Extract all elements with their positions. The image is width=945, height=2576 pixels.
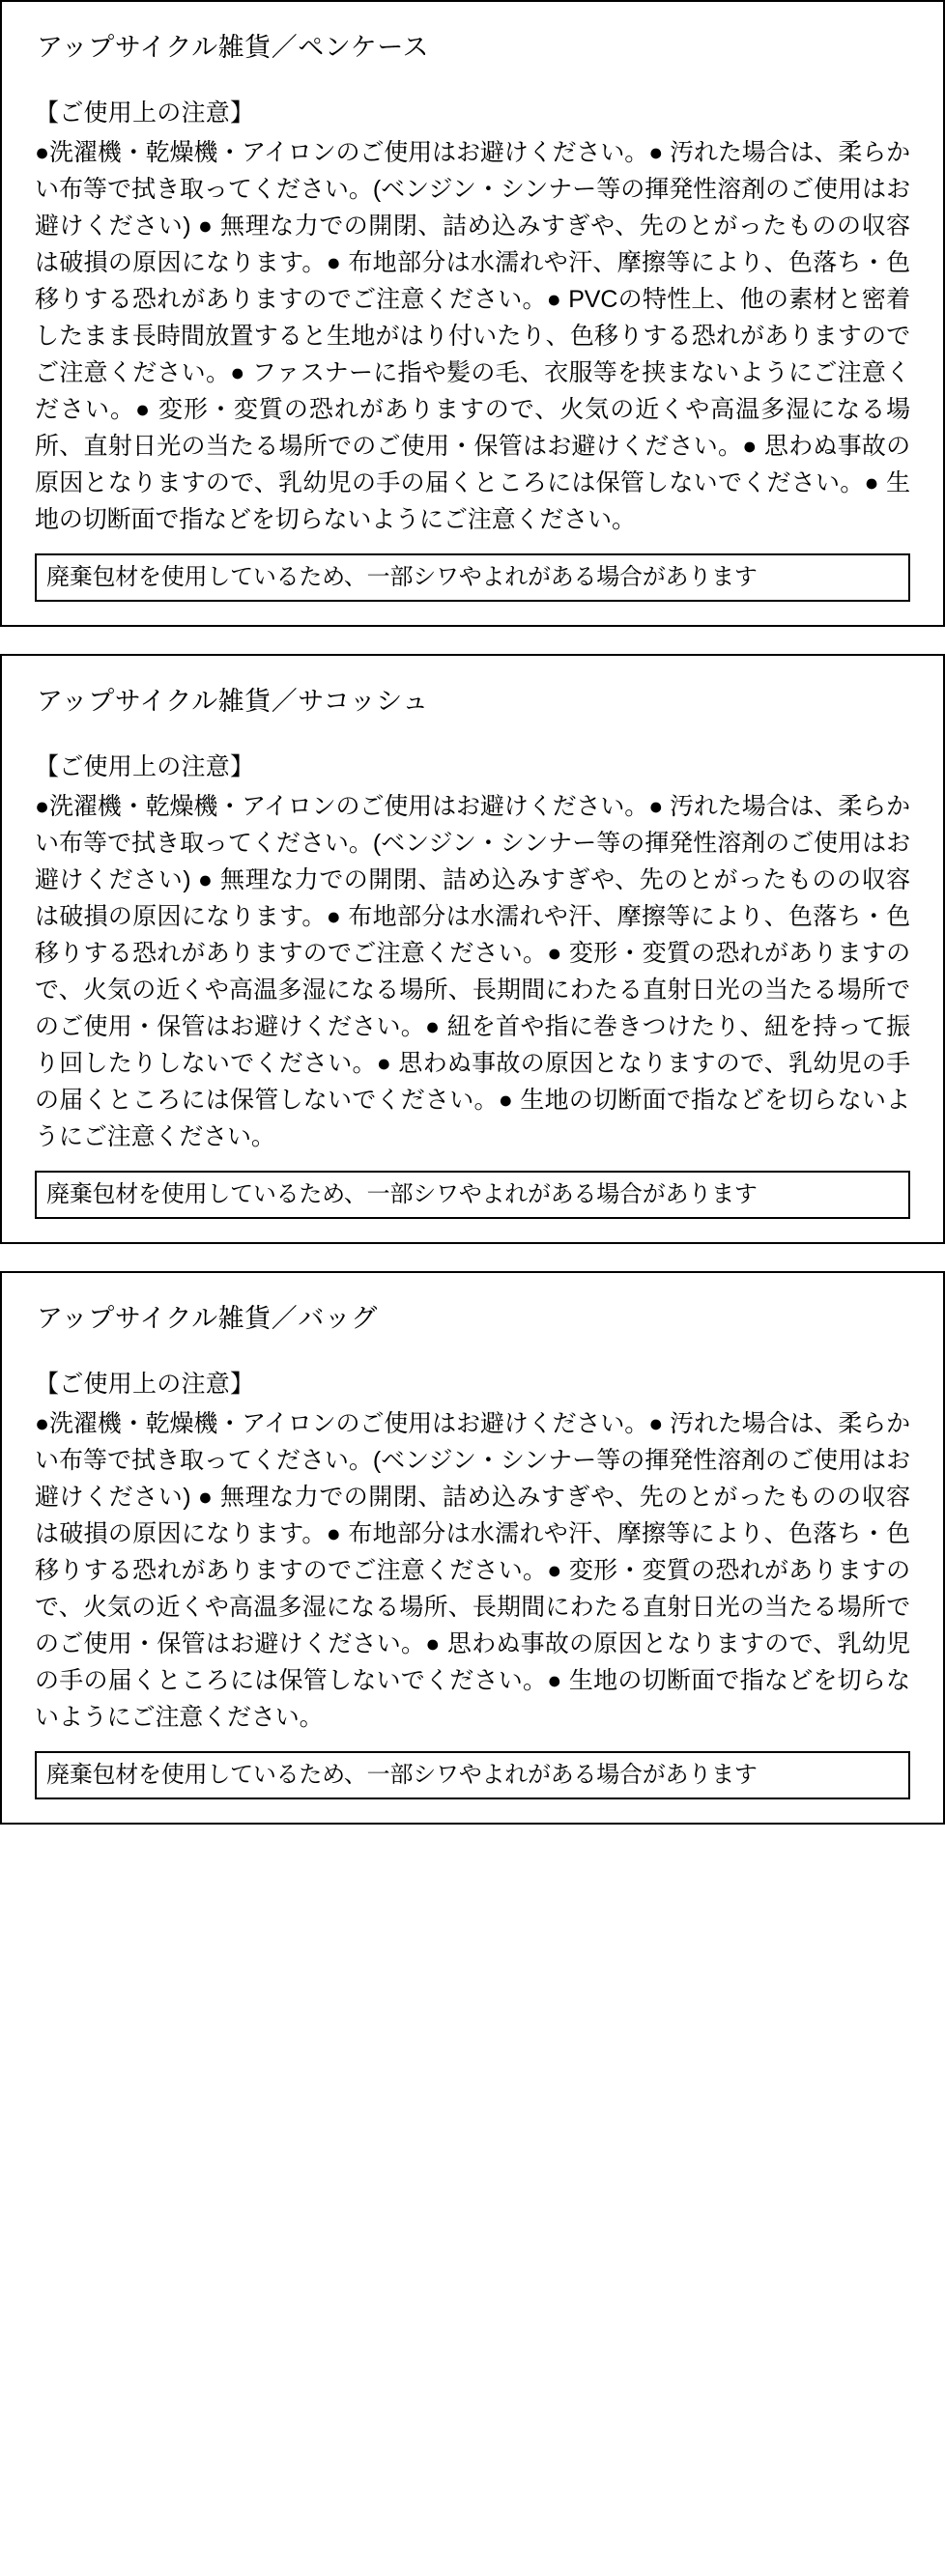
product-title: アップサイクル雑貨／ペンケース bbox=[37, 33, 430, 62]
usage-notice-heading: 【ご使用上の注意】 bbox=[35, 753, 255, 781]
product-care-card-sacoche bbox=[0, 654, 945, 1244]
usage-notice-heading: 【ご使用上の注意】 bbox=[35, 99, 255, 127]
product-care-card-bag bbox=[0, 1271, 945, 1825]
usage-notice-body: ●洗濯機・乾燥機・アイロンのご使用はお避けください。● 汚れた場合は、柔らかい布等で拭き取ってください。(ベンジン・シンナー等の揮発性溶剤のご使用はお避けください) ● 無理な力での開閉、詰め込みすぎや、先のとがったものの収容は破損の原因になります。● 布地部分は水濡れや汗、摩擦等により、色落ち・色移りする恐れがありますのでご注意ください。● 変形・変質の恐れがありますので、火気の近くや高温多湿になる場所、長期間にわたる直射日光の当たる場所でのご使用・保管はお避けください。● 思わぬ事故の原因となりますので、乳幼児の手の届くところには保管しないでください。● 生地の切断面で指などを切らないようにご注意ください。 bbox=[35, 1409, 910, 1731]
usage-notice-heading: 【ご使用上の注意】 bbox=[35, 1371, 255, 1399]
recycled-packaging-note: 廃棄包材を使用しているため、一部シワやよれがある場合があります bbox=[35, 1171, 910, 1219]
product-care-card-pen-case bbox=[0, 0, 945, 627]
recycled-packaging-note: 廃棄包材を使用しているため、一部シワやよれがある場合があります bbox=[35, 1751, 910, 1799]
product-title: アップサイクル雑貨／バッグ bbox=[37, 1304, 378, 1334]
product-title: アップサイクル雑貨／サコッシュ bbox=[37, 687, 429, 717]
recycled-packaging-note: 廃棄包材を使用しているため、一部シワやよれがある場合があります bbox=[35, 553, 910, 602]
usage-notice-body: ●洗濯機・乾燥機・アイロンのご使用はお避けください。● 汚れた場合は、柔らかい布等で拭き取ってください。(ベンジン・シンナー等の揮発性溶剤のご使用はお避けください) ● 無理な力での開閉、詰め込みすぎや、先のとがったものの収容は破損の原因になります。● 布地部分は水濡れや汗、摩擦等により、色落ち・色移りする恐れがありますのでご注意ください。● PVCの特性上、他の素材と密着したまま長時間放置すると生地がはり付いたり、色移りする恐れがありますのでご注意ください。● ファスナーに指や髪の毛、衣服等を挟まないようにご注意ください。● 変形・変質の恐れがありますので、火気の近くや高温多湿になる場所、直射日光の当たる場所でのご使用・保管はお避けください。● 思わぬ事故の原因となりますので、乳幼児の手の届くところには保管しないでください。● 生地の切断面で指などを切らないようにご注意ください。 bbox=[35, 138, 910, 533]
usage-notice-body: ●洗濯機・乾燥機・アイロンのご使用はお避けください。● 汚れた場合は、柔らかい布等で拭き取ってください。(ベンジン・シンナー等の揮発性溶剤のご使用はお避けください) ● 無理な力での開閉、詰め込みすぎや、先のとがったものの収容は破損の原因になります。● 布地部分は水濡れや汗、摩擦等により、色落ち・色移りする恐れがありますのでご注意ください。● 変形・変質の恐れがありますので、火気の近くや高温多湿になる場所、長期間にわたる直射日光の当たる場所でのご使用・保管はお避けください。● 紐を首や指に巻きつけたり、紐を持って振り回したりしないでください。● 思わぬ事故の原因となりますので、乳幼児の手の届くところには保管しないでください。● 生地の切断面で指などを切らないようにご注意ください。 bbox=[35, 792, 910, 1150]
